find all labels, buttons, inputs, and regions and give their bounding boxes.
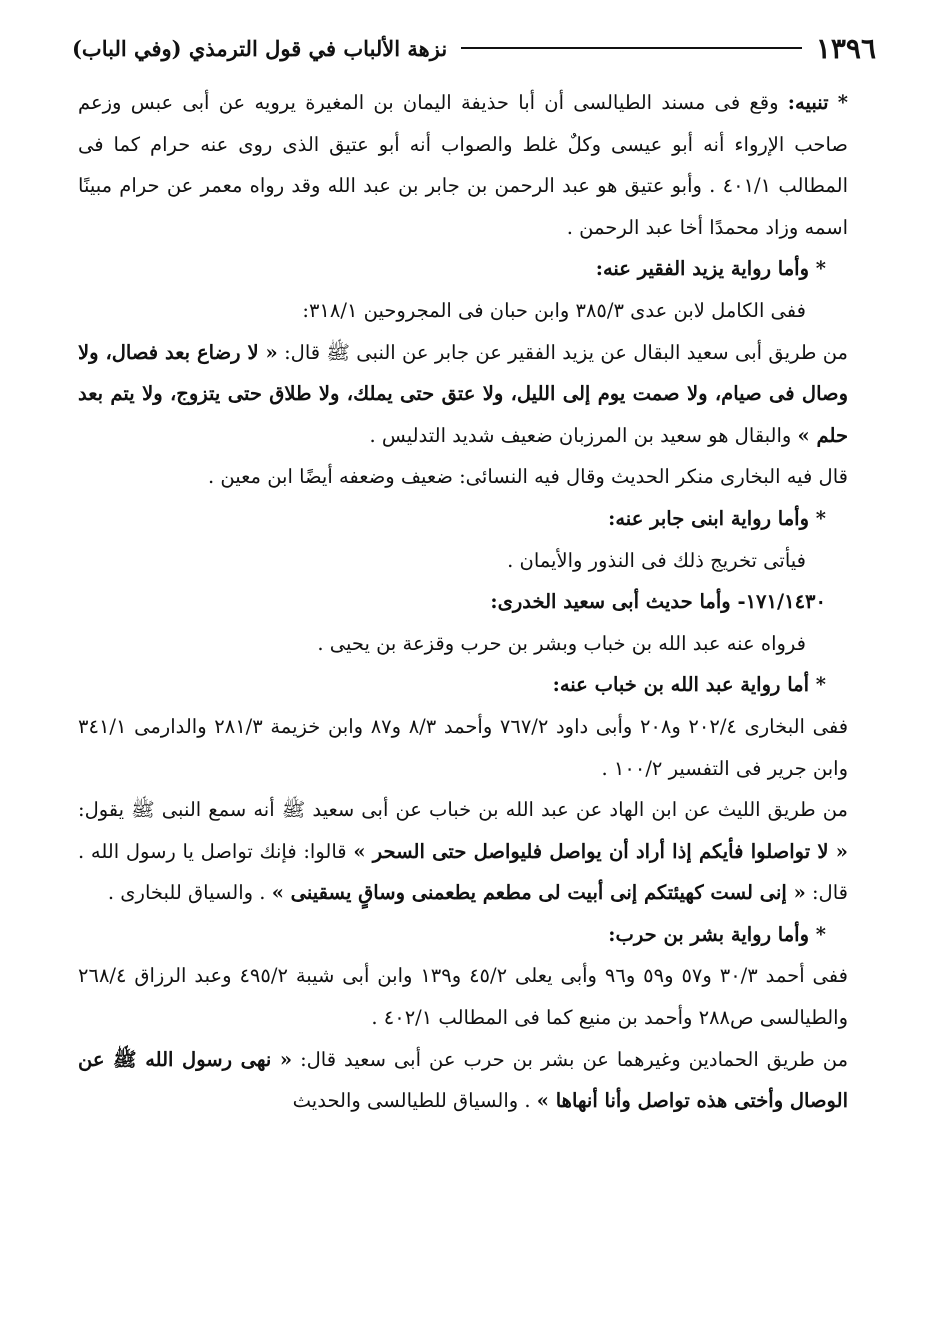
- page-header: [72, 30, 876, 66]
- paragraph: فرواه عنه عبد الله بن خباب وبشر بن حرب وقزعة بن يحيى .: [317, 631, 806, 655]
- hadith-intro: من طريق أبى سعيد البقال عن يزيد الفقير عن جابر عن النبى ﷺ قال:: [284, 340, 848, 364]
- hadith-quote: « نهى رسول الله ﷺ عن الوصال وأختى هذه تواصل وأنا أنهاها »: [78, 1047, 848, 1113]
- paragraph-citations: ففى البخارى ٢٠٢/٤ و٢٠٨ وأبى داود ٧٦٧/٢ وأحمد ٨/٣ و٨٧ وابن خزيمة ٢٨١/٣ والدارمى ٣٤١/١ وابن جرير فى التفسير ١٠٠/٢ .: [78, 714, 849, 780]
- paragraph-hadith: [78, 789, 852, 914]
- header-rule: [461, 47, 802, 49]
- paragraph-hadith: [78, 332, 852, 457]
- hadith-quote: « لا تواصلوا فأيكم إذا أراد أن يواصل فليواصل حتى السحر »: [353, 839, 848, 863]
- hadith-after: . والسياق للبخارى .: [107, 881, 266, 905]
- paragraph-hadith: [78, 1039, 852, 1122]
- page-number: ١٣٩٦: [815, 31, 876, 65]
- hadith-quote: « إنى لست كهيئتكم إنى أبيت لى مطعم يطعمنى وساقٍ يسقينى »: [271, 881, 806, 905]
- section-heading: * وأما رواية ابنى جابر عنه:: [608, 506, 826, 530]
- section-heading: * وأما رواية بشر بن حرب:: [608, 922, 826, 946]
- note-star: *: [837, 91, 848, 114]
- paragraph: فيأتى تخريج ذلك فى النذور والأيمان .: [507, 548, 806, 572]
- note-text: وقع فى مسند الطيالسى أن أبا حذيفة اليمان بن المغيرة يرويه عن أبى عبس وزعم صاحب الإرواء أنه أبو عيسى وكلٌ غلط والصواب أنه أبو عتيق الذى روى عنه حرام كما فى المطالب ٤٠١/١ . وأبو عتيق هو عبد الرحمن بن جابر بن عبد الله وقد رواه معمر عن حرام مبينًا اسمه وزاد محمدًا أخا عبد الرحمن .: [78, 91, 848, 239]
- hadith-after: والبقال هو سعيد بن المرزبان ضعيف شديد التدليس .: [369, 423, 792, 447]
- hadith-quote: « لا رضاع بعد فصال، ولا وصال فى صيام، ولا صمت يوم إلى الليل، ولا عتق حتى يملك، ولا طلاق حتى يتزوج، ولا يتم بعد حلم »: [78, 340, 848, 447]
- hadith-intro: من طريق الليث عن ابن الهاد عن عبد الله بن خباب عن أبى سعيد ﷺ أنه سمع النبى ﷺ يقول:: [78, 798, 848, 822]
- paragraph: ففى الكامل لابن عدى ٣٨٥/٣ وابن حبان فى المجروحين ٣١٨/١:: [302, 298, 806, 322]
- section-heading: * وأما رواية يزيد الفقير عنه:: [595, 257, 826, 281]
- hadith-number-heading: ١٧١/١٤٣٠- وأما حديث أبى سعيد الخدرى:: [490, 590, 826, 614]
- hadith-mid: قالوا: فإنك تواصل يا رسول الله . قال:: [78, 839, 848, 905]
- section-heading: * أما رواية عبد الله بن خباب عنه:: [552, 673, 826, 697]
- page-body: [78, 82, 852, 1122]
- paragraph-note: [78, 82, 852, 248]
- note-label: تنبيه:: [787, 91, 829, 114]
- hadith-after: . والسياق للطيالسى والحديث: [292, 1089, 531, 1113]
- paragraph-citations: ففى أحمد ٣٠/٣ و٥٧ و٥٩ و٩٦ وأبى يعلى ٤٥/٢ و١٣٩ وابن أبى شيبة ٤٩٥/٢ وعبد الرزاق ٢٦٨/٤ والطيالسى ص٢٨٨ وأحمد بن منيع كما فى المطالب ٤٠٢/١ .: [78, 964, 848, 1030]
- running-title: نزهة الألباب في قول الترمذي (وفي الباب): [72, 35, 448, 61]
- hadith-intro: من طريق الحمادين وغيرهما عن بشر بن حرب عن أبى سعيد قال:: [300, 1047, 849, 1071]
- paragraph: قال فيه البخارى منكر الحديث وقال فيه النسائى: ضعيف وضعفه أيضًا ابن معين .: [208, 465, 848, 489]
